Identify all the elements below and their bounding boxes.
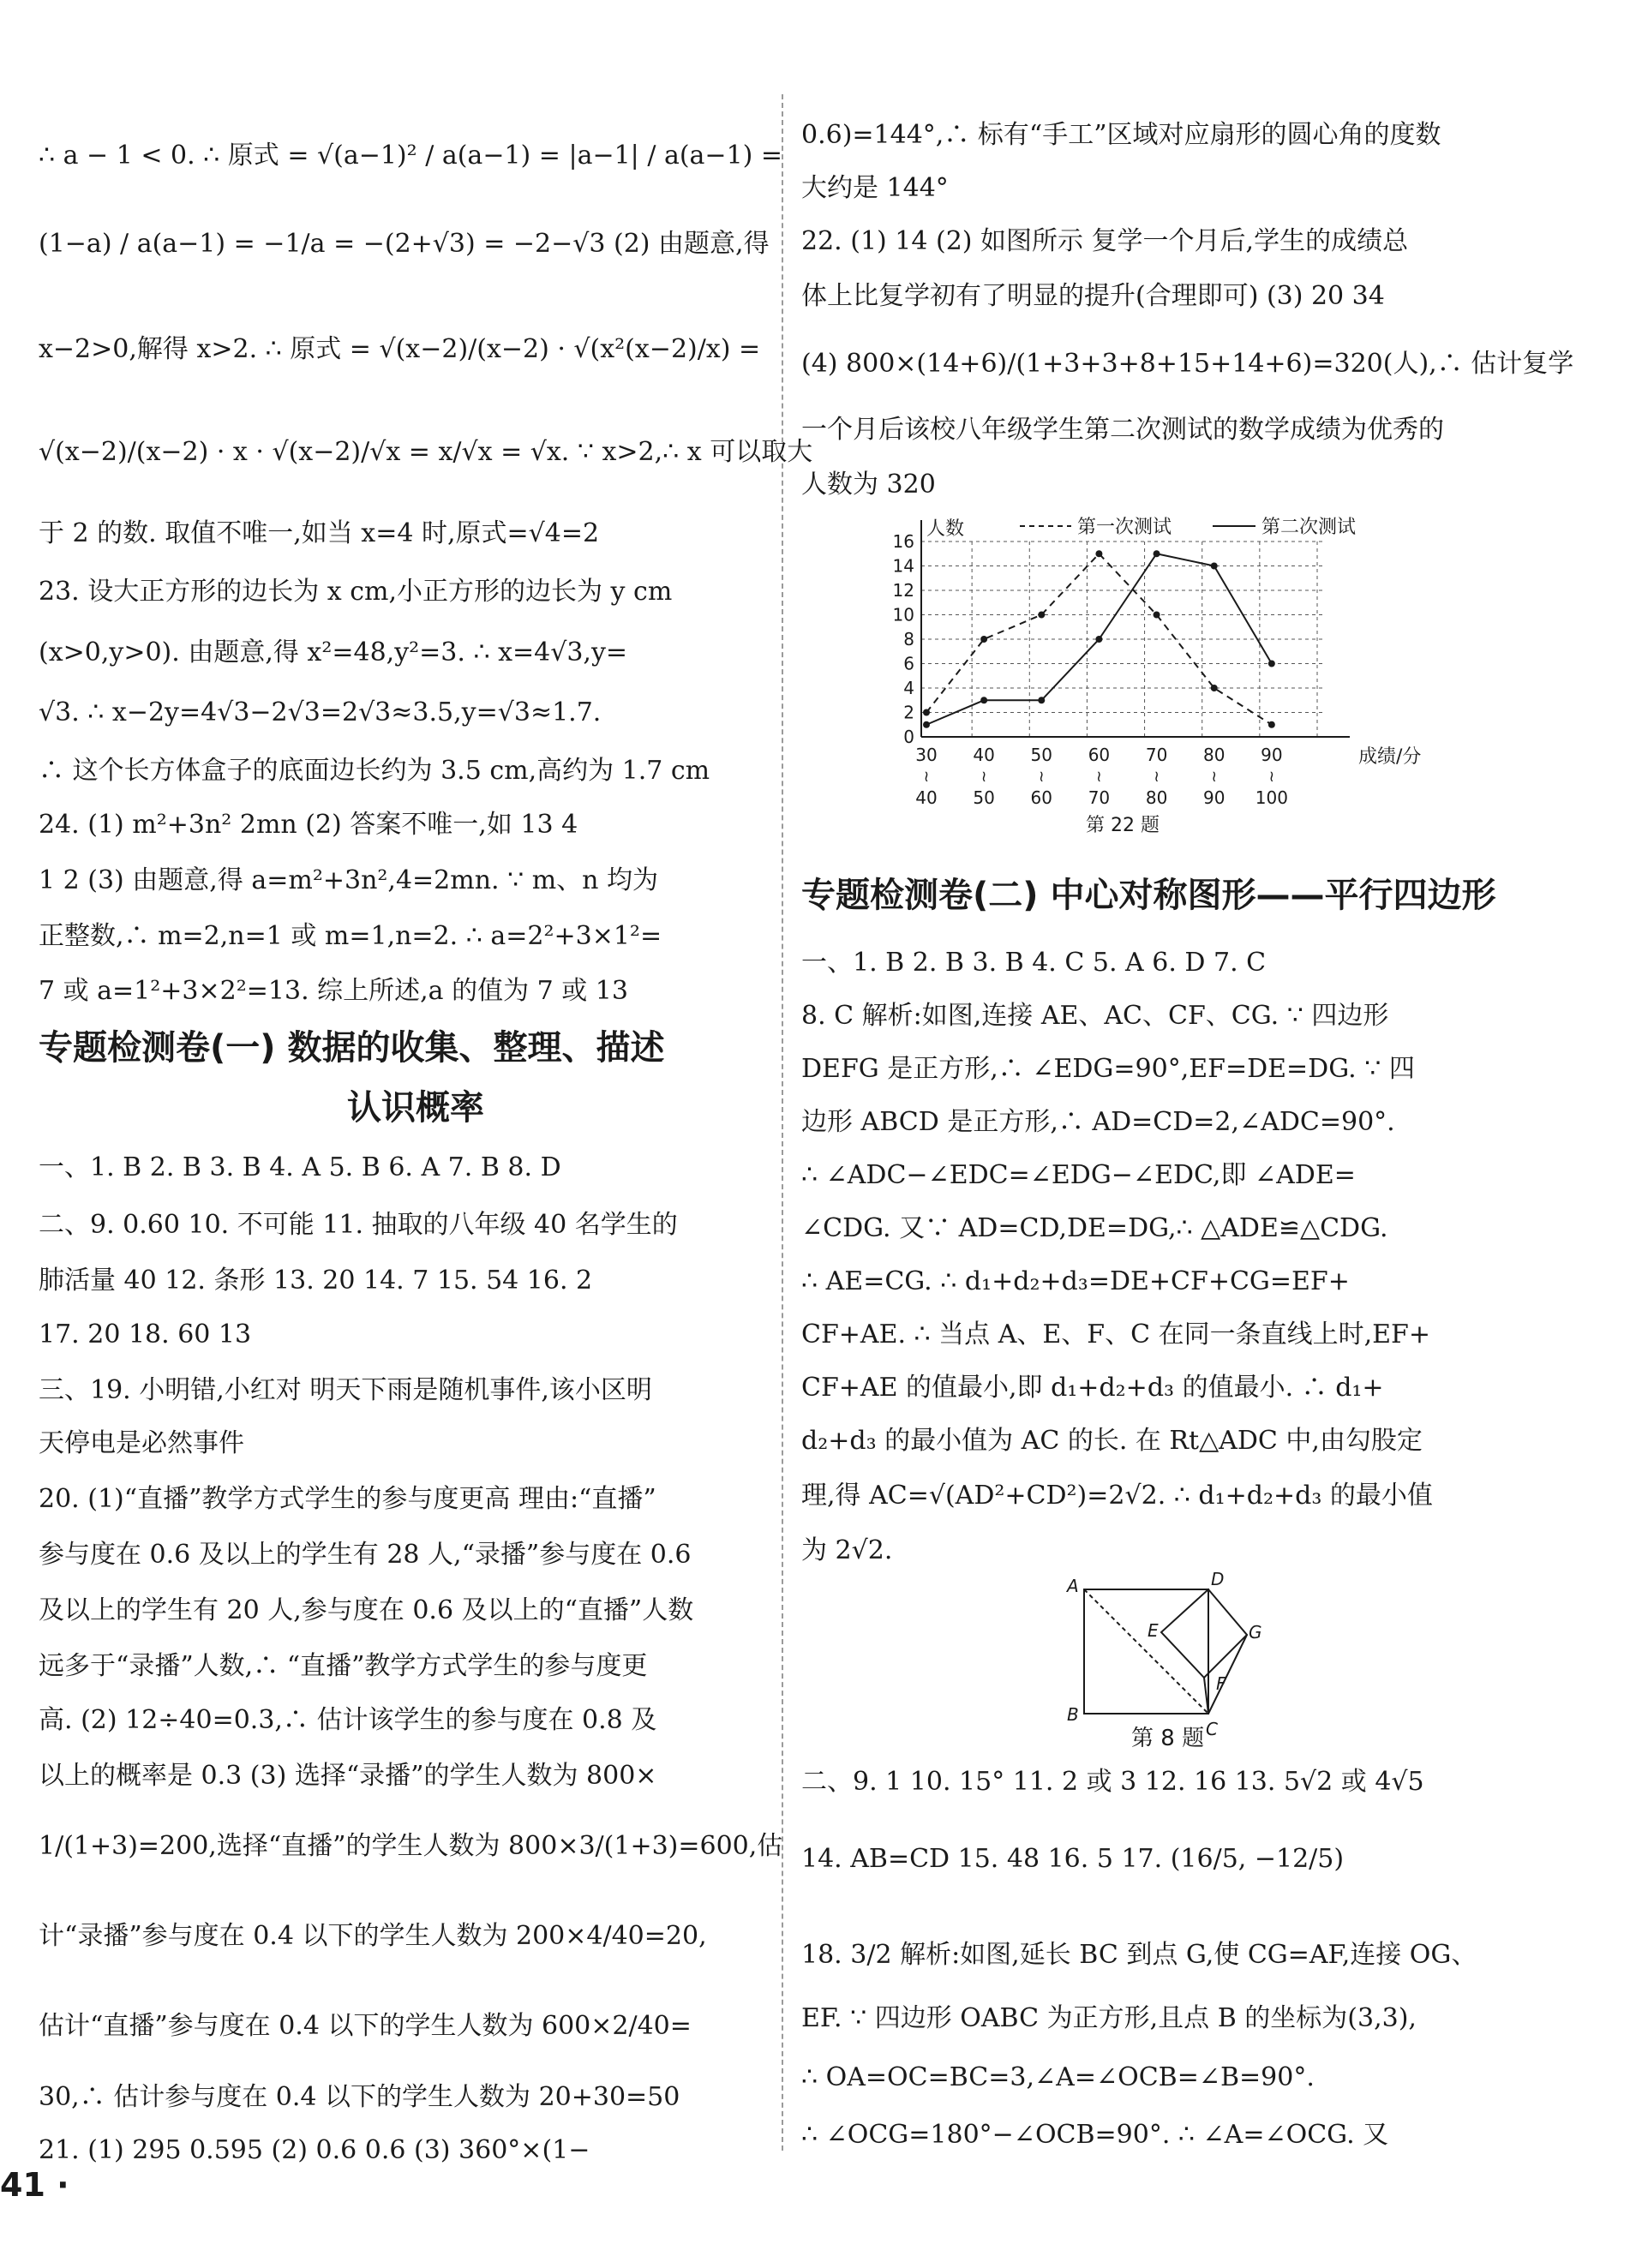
x-tick-label: 50 — [973, 787, 995, 808]
text-line: ∴ OA=OC=BC=3,∠A=∠OCB=∠B=90°. — [801, 2062, 1315, 2092]
text-line: 以上的概率是 0.3 (3) 选择“录播”的学生人数为 800× — [39, 1761, 657, 1791]
data-point — [1211, 685, 1218, 691]
x-tick-label: 90 — [1202, 787, 1226, 808]
x-tick-separator: ≀ — [923, 768, 930, 786]
text-line: 一个月后该校八年级学生第二次测试的数学成绩为优秀的 — [801, 415, 1444, 445]
text-line: 18. 3/2 解析:如图,延长 BC 到点 G,使 CG=AF,连接 OG、 — [801, 1940, 1477, 1970]
data-point — [1095, 636, 1102, 643]
text-line: ∴ ∠OCG=180°−∠OCB=90°. ∴ ∠A=∠OCG. 又 — [801, 2120, 1389, 2150]
y-tick-label: 6 — [903, 653, 914, 674]
text-line: 30,∴ 估计参与度在 0.4 以下的学生人数为 20+30=50 — [39, 2082, 680, 2112]
geometry-figure-8 — [1058, 1568, 1262, 1739]
data-point — [1211, 563, 1218, 570]
text-line: √(x−2)/(x−2) · x · √(x−2)/√x = x/√x = √x. ∵ x>2,∴ x 可以取大 — [39, 437, 813, 467]
text-line: 21. (1) 295 0.595 (2) 0.6 0.6 (3) 360°×(1− — [39, 2135, 590, 2165]
y-tick-label: 10 — [892, 604, 914, 625]
data-point — [1268, 721, 1275, 728]
x-tick-label: 80 — [1145, 787, 1168, 808]
text-line: 为 2√2. — [801, 1535, 893, 1565]
text-line: 8. C 解析:如图,连接 AE、AC、CF、CG. ∵ 四边形 — [801, 1001, 1389, 1031]
text-line: CF+AE 的值最小,即 d₁+d₂+d₃ 的值最小. ∴ d₁+ — [801, 1373, 1384, 1403]
text-line: 0.6)=144°,∴ 标有“手工”区域对应扇形的圆心角的度数 — [801, 120, 1441, 150]
text-line: ∴ ∠ADC−∠EDC=∠EDG−∠EDC,即 ∠ADE= — [801, 1160, 1356, 1190]
text-line: (x>0,y>0). 由题意,得 x²=48,y²=3. ∴ x=4√3,y= — [39, 637, 628, 667]
data-point — [1038, 697, 1045, 703]
label-c: C — [1206, 1719, 1218, 1739]
text-line: CF+AE. ∴ 当点 A、E、F、C 在同一条直线上时,EF+ — [801, 1320, 1430, 1349]
x-tick-label: 50 — [1030, 745, 1053, 765]
y-tick-label: 14 — [892, 555, 914, 577]
data-point — [1268, 661, 1275, 667]
y-tick-label: 16 — [892, 531, 914, 552]
text-line: 24. (1) m²+3n² 2mn (2) 答案不唯一,如 13 4 — [39, 810, 578, 840]
text-line: 计“录播”参与度在 0.4 以下的学生人数为 200×4/40=20, — [39, 1921, 707, 1951]
x-tick-label: 60 — [1088, 745, 1111, 765]
text-line: x−2>0,解得 x>2. ∴ 原式 = √(x−2)/(x−2) · √(x²(x−2)/x) = — [39, 334, 761, 364]
x-tick-label: 100 — [1255, 787, 1288, 808]
data-point — [980, 697, 987, 703]
section-title: 专题检测卷(二) 中心对称图形——平行四边形 — [801, 876, 1496, 915]
y-tick-label: 2 — [903, 702, 914, 723]
label-f: F — [1216, 1673, 1226, 1694]
text-line: 高. (2) 12÷40=0.3,∴ 估计该学生的参与度在 0.8 及 — [39, 1705, 657, 1735]
x-tick-label: 70 — [1088, 787, 1111, 808]
data-point — [980, 636, 987, 643]
x-tick-separator: ≀ — [1268, 768, 1275, 786]
x-tick-separator: ≀ — [1154, 768, 1160, 786]
text-line: ∠CDG. 又∵ AD=CD,DE=DG,∴ △ADE≌△CDG. — [801, 1213, 1388, 1243]
x-tick-label: 70 — [1145, 745, 1168, 765]
data-point — [1154, 550, 1160, 557]
text-line: 边形 ABCD 是正方形,∴ AD=CD=2,∠ADC=90°. — [801, 1107, 1395, 1137]
text-line: 远多于“录播”人数,∴ “直播”教学方式学生的参与度更 — [39, 1651, 648, 1681]
text-line: d₂+d₃ 的最小值为 AC 的长. 在 Rt△ADC 中,由勾股定 — [801, 1426, 1423, 1456]
text-line: EF. ∵ 四边形 OABC 为正方形,且点 B 的坐标为(3,3), — [801, 2003, 1417, 2033]
text-line: 二、9. 1 10. 15° 11. 2 或 3 12. 16 13. 5√2 或 4√5 — [801, 1767, 1424, 1797]
line-chart — [853, 510, 1538, 861]
text-line: 参与度在 0.6 及以上的学生有 28 人,“录播”参与度在 0.6 — [39, 1540, 692, 1570]
label-b: B — [1067, 1704, 1079, 1725]
y-tick-label: 0 — [903, 727, 914, 747]
label-e: E — [1148, 1620, 1159, 1641]
text-line: (4) 800×(14+6)/(1+3+3+8+15+14+6)=320(人),∴ 估计复学 — [801, 349, 1574, 379]
label-d: D — [1211, 1569, 1225, 1589]
text-line: 7 或 a=1²+3×2²=13. 综上所述,a 的值为 7 或 13 — [39, 976, 628, 1006]
x-tick-label: 40 — [915, 787, 938, 808]
text-line: 一、1. B 2. B 3. B 4. C 5. A 6. D 7. C — [801, 948, 1267, 978]
label-g: G — [1249, 1622, 1262, 1643]
text-line: 1/(1+3)=200,选择“直播”的学生人数为 800×3/(1+3)=600,估 — [39, 1831, 783, 1861]
text-line: 20. (1)“直播”教学方式学生的参与度更高 理由:“直播” — [39, 1484, 656, 1514]
x-tick-label: 90 — [1261, 745, 1283, 765]
text-line: 估计“直播”参与度在 0.4 以下的学生人数为 600×2/40= — [39, 2011, 692, 2041]
data-point — [1038, 612, 1045, 619]
text-line: 理,得 AC=√(AD²+CD²)=2√2. ∴ d₁+d₂+d₃ 的最小值 — [801, 1481, 1433, 1511]
text-line: ∴ 这个长方体盒子的底面边长约为 3.5 cm,高约为 1.7 cm — [39, 756, 710, 786]
text-line: 于 2 的数. 取值不唯一,如当 x=4 时,原式=√4=2 — [39, 518, 600, 548]
text-line: 14. AB=CD 15. 48 16. 5 17. (16/5, −12/5) — [801, 1844, 1345, 1874]
legend-label: 第二次测试 — [1261, 517, 1357, 538]
text-line: 正整数,∴ m=2,n=1 或 m=1,n=2. ∴ a=2²+3×1²= — [39, 921, 662, 951]
y-tick-label: 8 — [903, 629, 914, 649]
x-axis-label: 成绩/分 — [1358, 746, 1422, 768]
diagonal-ac — [1084, 1589, 1208, 1714]
label-a: A — [1067, 1576, 1079, 1596]
x-tick-separator: ≀ — [1038, 768, 1045, 786]
text-line: √3. ∴ x−2y=4√3−2√3=2√3≈3.5,y=√3≈1.7. — [39, 697, 602, 727]
y-tick-label: 12 — [892, 580, 914, 601]
x-tick-label: 60 — [1030, 787, 1053, 808]
x-tick-label: 30 — [915, 745, 938, 765]
text-line: 23. 设大正方形的边长为 x cm,小正方形的边长为 y cm — [39, 577, 673, 607]
x-tick-separator: ≀ — [1096, 768, 1102, 786]
figure-caption: 第 8 题 — [1131, 1726, 1205, 1751]
segment-cg — [1208, 1635, 1247, 1714]
data-point — [923, 709, 930, 716]
text-line: DEFG 是正方形,∴ ∠EDG=90°,EF=DE=DG. ∵ 四 — [801, 1054, 1415, 1084]
text-line: 及以上的学生有 20 人,参与度在 0.6 及以上的“直播”人数 — [39, 1595, 694, 1625]
text-line: ∴ a − 1 < 0. ∴ 原式 = √(a−1)² / a(a−1) = |a−1| / a(a−1) = — [39, 141, 783, 171]
text-line: 体上比复学初有了明显的提升(合理即可) (3) 20 34 — [801, 281, 1385, 311]
data-point — [923, 721, 930, 728]
x-tick-label: 40 — [973, 745, 995, 765]
legend-label: 第一次测试 — [1077, 517, 1172, 538]
x-tick-label: 80 — [1202, 745, 1226, 765]
text-line: 一、1. B 2. B 3. B 4. A 5. B 6. A 7. B 8. D — [39, 1152, 561, 1182]
x-tick-separator: ≀ — [1211, 768, 1218, 786]
page-number: 41 · — [0, 2166, 69, 2204]
text-line: 三、19. 小明错,小红对 明天下雨是随机事件,该小区明 — [39, 1375, 652, 1405]
x-tick-separator: ≀ — [980, 768, 987, 786]
text-line: 17. 20 18. 60 13 — [39, 1320, 252, 1349]
section-title-cont: 认识概率 — [347, 1088, 484, 1128]
data-point — [1154, 612, 1160, 619]
text-line: (1−a) / a(a−1) = −1/a = −(2+√3) = −2−√3 (2) 由题意,得 — [39, 229, 770, 259]
text-line: 天停电是必然事件 — [39, 1428, 244, 1458]
text-line: ∴ AE=CG. ∴ d₁+d₂+d₃=DE+CF+CG=EF+ — [801, 1266, 1350, 1296]
chart-caption: 第 22 题 — [1086, 815, 1160, 836]
data-point — [1095, 550, 1102, 557]
y-axis-label: 人数 — [926, 518, 965, 540]
text-line: 1 2 (3) 由题意,得 a=m²+3n²,4=2mn. ∵ m、n 均为 — [39, 865, 659, 895]
text-line: 大约是 144° — [801, 173, 949, 203]
text-line: 二、9. 0.60 10. 不可能 11. 抽取的八年级 40 名学生的 — [39, 1210, 678, 1240]
y-tick-label: 4 — [903, 678, 914, 698]
text-line: 22. (1) 14 (2) 如图所示 复学一个月后,学生的成绩总 — [801, 226, 1409, 256]
square-defg — [1161, 1589, 1247, 1678]
text-line: 肺活量 40 12. 条形 13. 20 14. 7 15. 54 16. 2 — [39, 1266, 593, 1296]
section-title: 专题检测卷(一) 数据的收集、整理、描述 — [39, 1028, 665, 1068]
text-line: 人数为 320 — [801, 470, 936, 500]
